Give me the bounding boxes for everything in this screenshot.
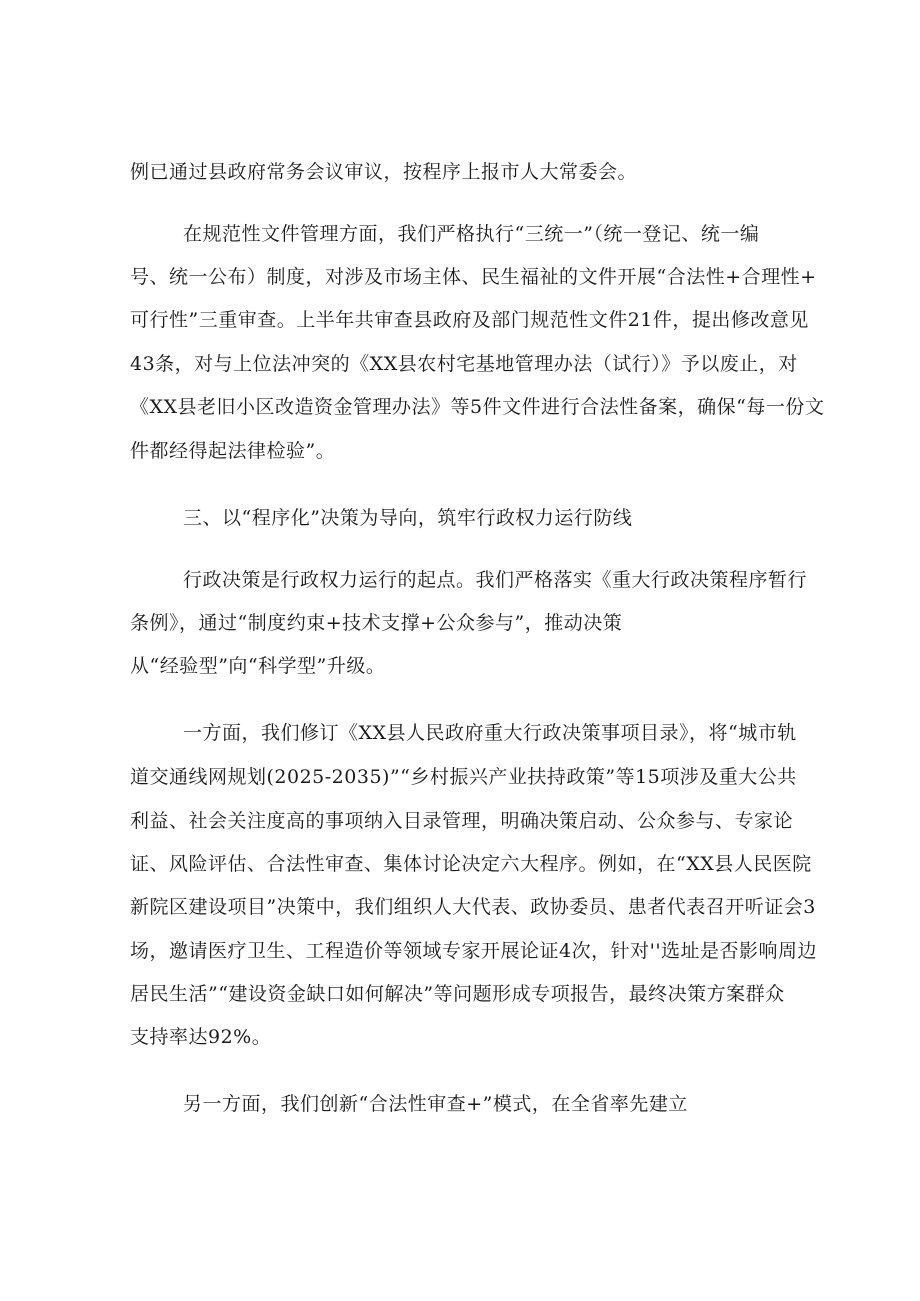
paragraph-line: 行政决策是行政权力运行的起点。我们严格落实《重大行政决策程序暂行 <box>183 569 808 591</box>
paragraph-line: 新院区建设项目”决策中，我们组织人大代表、政协委员、患者代表召开听证会3 <box>130 896 816 918</box>
paragraph-line: 从“经验型”向“科学型”升级。 <box>130 655 386 677</box>
paragraph-line: 可行性”三重审查。上半年共审查县政府及部门规范性文件21件，提出修改意见 <box>130 309 809 331</box>
paragraph-line: 《XX县老旧小区改造资金管理办法》等5件文件进行合法性备案，确保“每一份文 <box>130 396 825 418</box>
section-heading: 三、以“程序化”决策为导向，筑牢行政权力运行防线 <box>183 507 633 529</box>
paragraph-line: 条例》，通过“制度约束+技术支撑+公众参与”，推动决策 <box>130 612 623 634</box>
paragraph-line: 另一方面，我们创新“合法性审查+”模式，在全省率先建立 <box>183 1093 688 1115</box>
paragraph-line: 证、风险评估、合法性审查、集体讨论决定六大程序。例如，在“XX县人民医院 <box>130 853 812 875</box>
paragraph-line: 场，邀请医疗卫生、工程造价等领域专家开展论证4次，针对''选址是否影响周边 <box>130 940 818 962</box>
paragraph-line: 号、统一公布）制度，对涉及市场主体、民生福祉的文件开展“合法性+合理性+ <box>130 266 817 288</box>
paragraph-line: 支持率达92%。 <box>130 1026 272 1048</box>
paragraph-line: 一方面，我们修订《XX县人民政府重大行政决策事项目录》，将“城市轨 <box>183 722 797 744</box>
paragraph-line: 43条，对与上位法冲突的《XX县农村宅基地管理办法（试行）》予以废止，对 <box>130 353 798 375</box>
paragraph-line: 件都经得起法律检验”。 <box>130 440 336 462</box>
paragraph-line: 利益、社会关注度高的事项纳入目录管理，明确决策启动、公众参与、专家论 <box>130 810 794 832</box>
paragraph-line: 居民生活”“建设资金缺口如何解决”等问题形成专项报告，最终决策方案群众 <box>130 983 785 1005</box>
paragraph-line: 道交通线网规划(2025-2035)”“乡村振兴产业扶持政策”等15项涉及重大公共 <box>130 766 797 788</box>
paragraph-line: 在规范性文件管理方面，我们严格执行“三统一”（统一登记、统一编 <box>183 223 760 245</box>
paragraph-line: 例已通过县政府常务会议审议，按程序上报市人大常委会。 <box>130 161 638 183</box>
